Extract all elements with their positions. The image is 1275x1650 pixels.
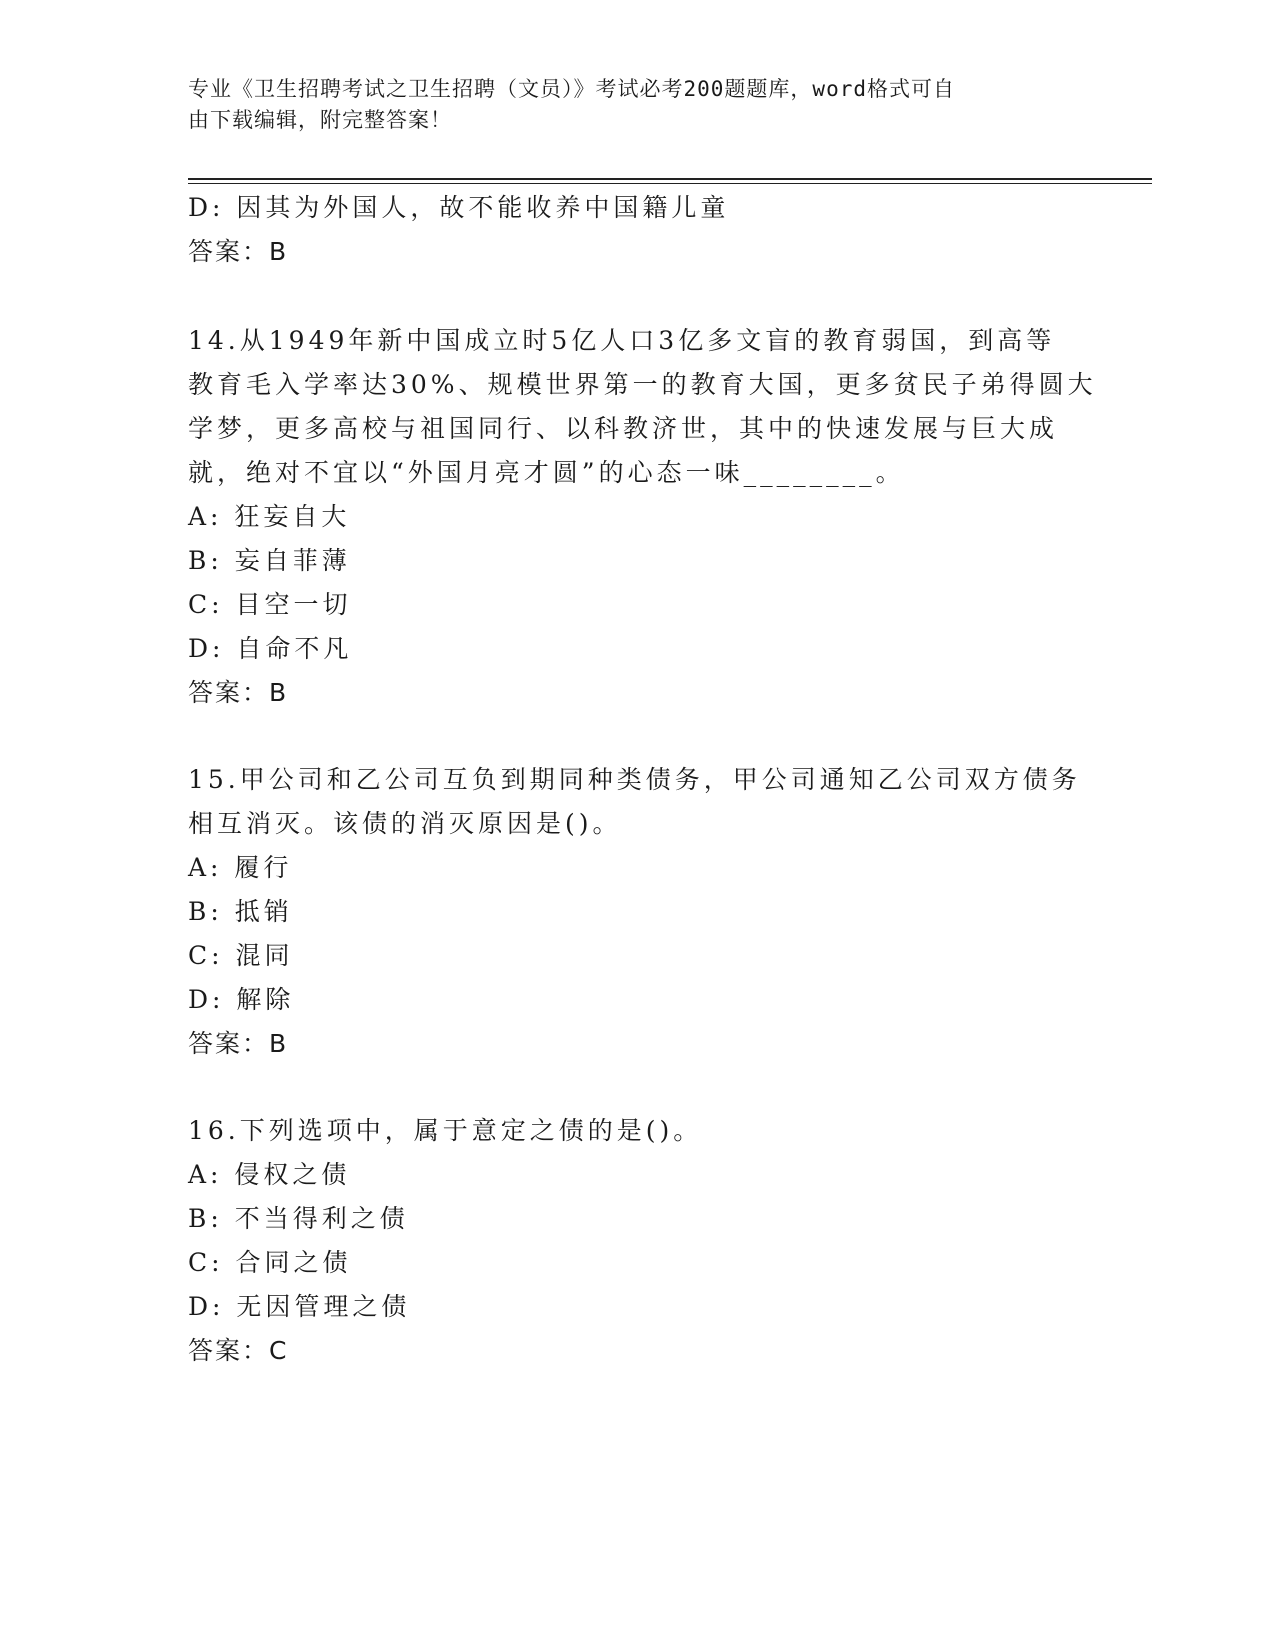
q16-answer: 答案：C: [188, 1336, 289, 1365]
q14-stem-line-2: 教育毛入学率达30%、规模世界第一的教育大国，更多贫民子弟得圆大: [188, 370, 1097, 399]
q15-answer: 答案：B: [188, 1029, 289, 1058]
q15-stem-line-2: 相互消灭。该债的消灭原因是()。: [188, 809, 622, 838]
q15-option-d: D: 解除: [188, 985, 295, 1014]
q15-option-c: C: 混同: [188, 941, 294, 970]
q13-option-d: D: 因其为外国人，故不能收养中国籍儿童: [188, 193, 730, 222]
q14-option-c: C: 目空一切: [188, 590, 352, 619]
q13-answer: 答案：B: [188, 237, 289, 266]
header-divider-thick: [188, 178, 1152, 180]
q16-option-d: D: 无因管理之债: [188, 1292, 411, 1321]
document-header: [188, 74, 1068, 136]
header-divider-thin: [188, 183, 1152, 184]
q14-option-a: A: 狂妄自大: [188, 502, 351, 531]
q14-option-b: B: 妄自菲薄: [188, 546, 351, 575]
q16-option-b: B: 不当得利之债: [188, 1204, 409, 1233]
q14-stem-line-1: 14.从1949年新中国成立时5亿人口3亿多文盲的教育弱国，到高等: [188, 326, 1056, 355]
q16-stem-line-1: 16.下列选项中，属于意定之债的是()。: [188, 1116, 703, 1145]
q15-stem-line-1: 15.甲公司和乙公司互负到期同种类债务，甲公司通知乙公司双方债务: [188, 765, 1081, 794]
q14-option-d: D: 自命不凡: [188, 634, 353, 663]
q15-option-b: B: 抵销: [188, 897, 293, 926]
q16-option-a: A: 侵权之债: [188, 1160, 351, 1189]
q14-stem-line-3: 学梦，更多高校与祖国同行、以科教济世，其中的快速发展与巨大成: [188, 414, 1059, 443]
q14-stem-line-4: 就，绝对不宜以“外国月亮才圆”的心态一味________。: [188, 458, 905, 487]
q14-answer: 答案：B: [188, 678, 289, 707]
q16-option-c: C: 合同之债: [188, 1248, 352, 1277]
header-line-1: 专业《卫生招聘考试之卫生招聘（文员）》考试必考200题题库，word格式可自: [188, 77, 955, 101]
q15-option-a: A: 履行: [188, 853, 293, 882]
header-line-2: 由下载编辑，附完整答案！: [188, 108, 452, 132]
